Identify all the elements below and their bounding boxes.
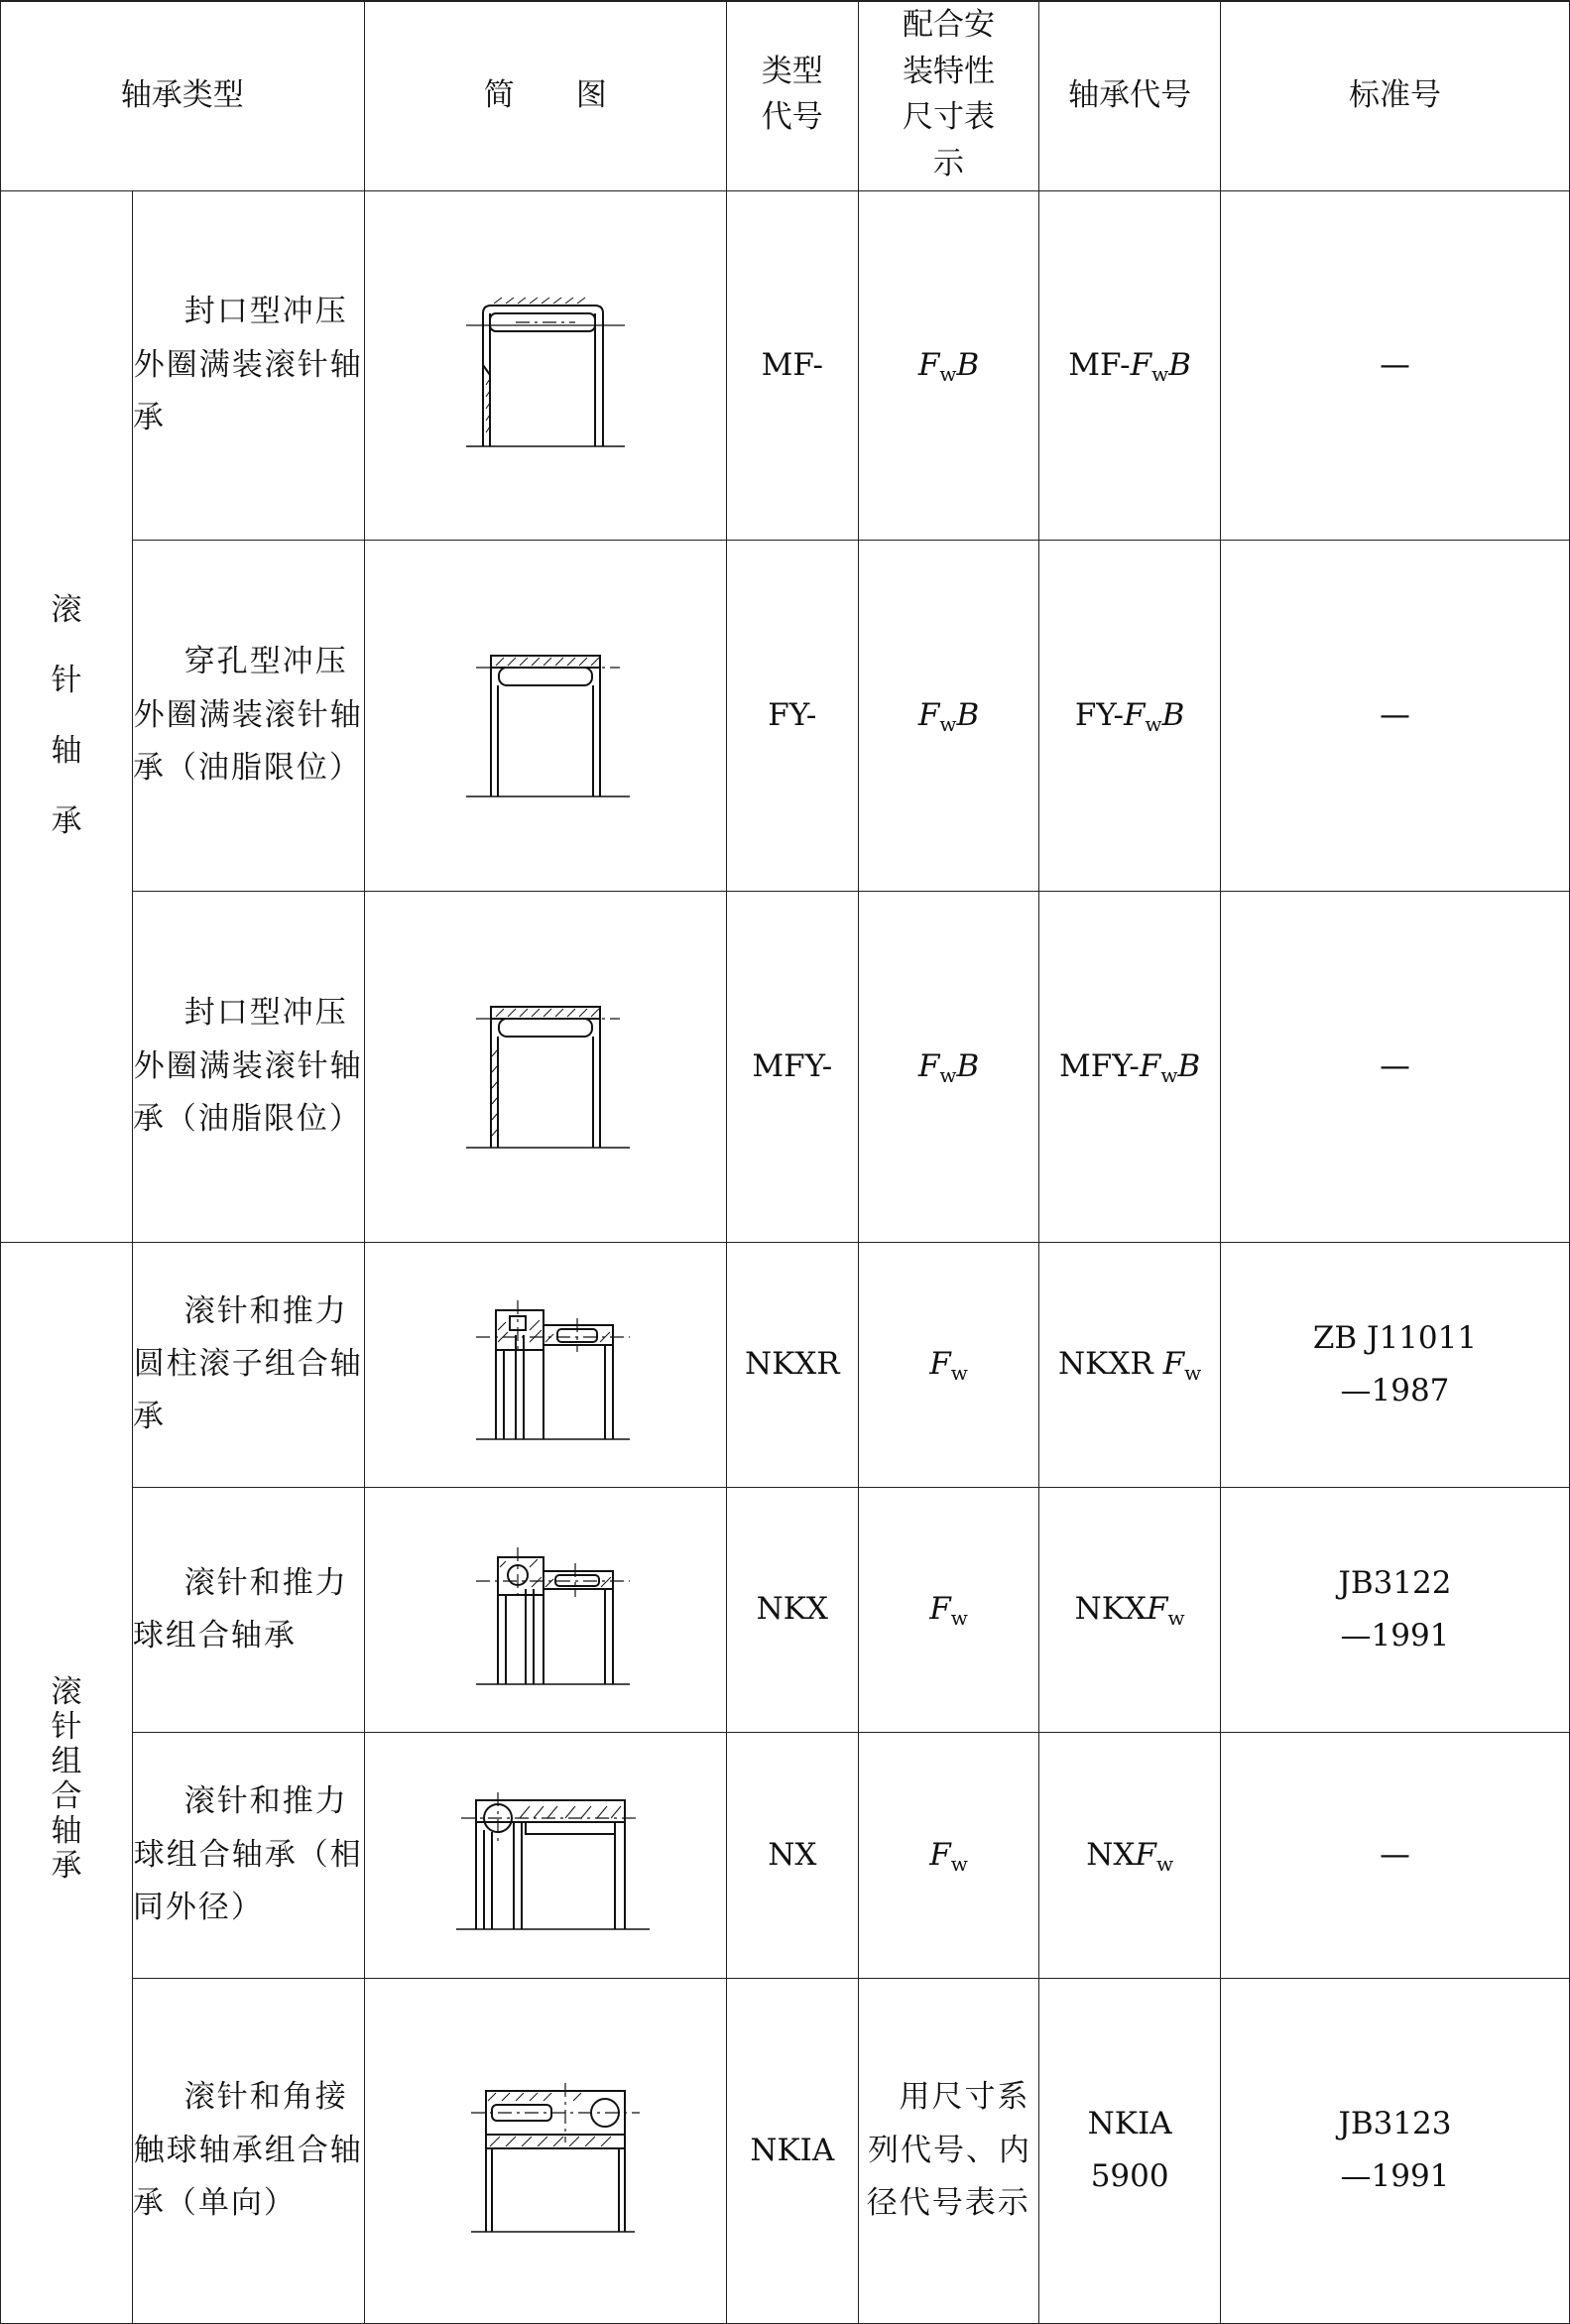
bc-sub: w <box>1151 361 1169 386</box>
group-char: 轴 <box>51 733 82 770</box>
bc-prefix: MF- <box>1068 346 1131 383</box>
bearing-code <box>1039 1978 1221 2323</box>
sketch-mfy <box>446 977 645 1156</box>
bearing-name-text: 滚针和推力圆柱滚子组合轴承 <box>132 1292 363 1435</box>
group-combined-label <box>51 1673 81 1886</box>
table-row <box>1 1732 1570 1978</box>
bc-F: F <box>1123 696 1146 733</box>
group-char: 滚 <box>51 1673 82 1710</box>
standard: — <box>1220 891 1569 1242</box>
sketch-fy <box>446 626 645 804</box>
bc-F: F <box>1162 1346 1185 1383</box>
type-code: NKX <box>726 1487 858 1732</box>
fit-F: F <box>917 1047 940 1084</box>
bc-prefix: NKX <box>1074 1591 1147 1628</box>
bc-line-2: 5900 <box>1090 2158 1169 2195</box>
fit-text: 用尺寸系列代号、内径代号表示 <box>866 2079 1032 2221</box>
sketch-cell <box>364 891 726 1242</box>
sketch-cell <box>364 190 726 540</box>
bc-F: F <box>1130 346 1152 383</box>
fit-dim <box>858 1487 1039 1732</box>
std-line-1: ZB J11011 <box>1312 1319 1478 1356</box>
bc-prefix: MFY- <box>1059 1047 1140 1084</box>
fit-F: F <box>929 1836 951 1873</box>
bearing-name-text: 滚针和推力球组合轴承（相同外径） <box>132 1783 363 1925</box>
type-code: FY- <box>726 540 858 891</box>
sketch-cell <box>364 540 726 891</box>
header-fit-dim <box>858 1 1039 190</box>
bearing-name <box>132 891 364 1242</box>
bearing-name <box>132 1242 364 1487</box>
bc-sub: w <box>1160 1062 1178 1087</box>
fit-dim <box>858 190 1039 540</box>
fit-F: F <box>917 346 940 383</box>
bc-B: B <box>1168 346 1192 383</box>
header-sketch: 简 图 <box>364 1 726 190</box>
fit-F: F <box>929 1591 951 1628</box>
table-row <box>1 1978 1570 2323</box>
bc-F: F <box>1139 1047 1161 1084</box>
bc-F: F <box>1147 1591 1168 1628</box>
bc-sub: w <box>1145 711 1162 736</box>
std-line-1: JB3123 <box>1338 2106 1452 2141</box>
sketch-mf <box>446 276 645 454</box>
type-code: NX <box>726 1732 858 1978</box>
bc-prefix: NX <box>1086 1836 1136 1873</box>
bc-prefix: FY- <box>1074 696 1124 733</box>
bearing-code <box>1039 1732 1221 1978</box>
sketch-cell <box>364 1242 726 1487</box>
fit-B: B <box>956 696 980 733</box>
std-line-2: —1991 <box>1340 2158 1450 2195</box>
group-char: 合 <box>51 1777 82 1814</box>
fit-dim <box>858 1732 1039 1978</box>
sketch-nkx <box>446 1526 645 1694</box>
group-char: 轴 <box>51 1812 82 1849</box>
type-code: MF- <box>726 190 858 540</box>
standard: — <box>1220 190 1569 540</box>
type-code: MFY- <box>726 891 858 1242</box>
group-char: 针 <box>51 1708 82 1745</box>
header-fit-dim-text: 配合安装特性尺寸表示 <box>903 7 996 182</box>
fit-dim <box>858 540 1039 891</box>
bearing-code <box>1039 190 1221 540</box>
group-combined-bearing <box>1 1242 133 2323</box>
standard: — <box>1220 1732 1569 1978</box>
type-code: NKIA <box>726 1978 858 2323</box>
fit-F: F <box>917 696 940 733</box>
fit-B: B <box>956 1047 980 1084</box>
sketch-nkxr <box>446 1281 645 1449</box>
group-char: 承 <box>51 803 82 840</box>
header-bearing-code: 轴承代号 <box>1039 1 1221 190</box>
group-char: 滚 <box>51 592 82 629</box>
bc-sub: w <box>1184 1361 1202 1386</box>
standard <box>1220 1242 1569 1487</box>
fit-sub: w <box>950 1851 968 1876</box>
bearing-name <box>132 540 364 891</box>
bearing-name <box>132 190 364 540</box>
header-type-code-text: 类型代号 <box>761 53 823 135</box>
standard: — <box>1220 540 1569 891</box>
type-code: NKXR <box>726 1242 858 1487</box>
bearing-name <box>132 1978 364 2323</box>
group-needle-label <box>51 555 81 877</box>
sketch-cell <box>364 1487 726 1732</box>
bearing-name <box>132 1487 364 1732</box>
bc-sub: w <box>1167 1606 1185 1631</box>
bc-B: B <box>1177 1047 1201 1084</box>
std-line-2: —1991 <box>1340 1617 1450 1653</box>
bc-sub: w <box>1155 1851 1174 1876</box>
table-row <box>1 1242 1570 1487</box>
fit-dim <box>858 1242 1039 1487</box>
fit-dim <box>858 891 1039 1242</box>
bc-F: F <box>1135 1836 1156 1873</box>
bearing-name-text: 封口型冲压外圈满装滚针轴承（油脂限位） <box>132 995 363 1137</box>
table-row <box>1 540 1570 891</box>
group-char: 组 <box>51 1743 82 1779</box>
std-line-1: JB3122 <box>1338 1564 1452 1601</box>
header-standard: 标准号 <box>1220 1 1569 190</box>
group-char: 针 <box>51 663 82 699</box>
bearing-name <box>132 1732 364 1978</box>
bearing-code <box>1039 891 1221 1242</box>
table-header-row <box>1 1 1570 190</box>
table-row <box>1 891 1570 1242</box>
standard <box>1220 1978 1569 2323</box>
bearing-name-text: 穿孔型冲压外圈满装滚针轴承（油脂限位） <box>132 644 363 786</box>
bearing-name-text: 滚针和推力球组合轴承 <box>132 1564 348 1653</box>
group-char: 承 <box>51 1847 82 1884</box>
header-type-code <box>726 1 858 190</box>
fit-sub: w <box>939 361 957 386</box>
fit-F: F <box>929 1346 951 1383</box>
header-type: 轴承类型 <box>1 1 365 190</box>
group-needle-bearing <box>1 190 133 1242</box>
bearing-code <box>1039 1487 1221 1732</box>
fit-B: B <box>956 346 980 383</box>
bc-B: B <box>1161 696 1185 733</box>
fit-sub: w <box>939 711 957 736</box>
standard <box>1220 1487 1569 1732</box>
fit-dim <box>858 1978 1039 2323</box>
bearing-code <box>1039 540 1221 891</box>
table-row <box>1 190 1570 540</box>
sketch-nkia <box>446 2061 645 2240</box>
bearing-name-text: 封口型冲压外圈满装滚针轴承 <box>132 294 363 435</box>
bearing-name-text: 滚针和角接触球轴承组合轴承（单向） <box>132 2079 363 2221</box>
sketch-cell <box>364 1732 726 1978</box>
sketch-cell <box>364 1978 726 2323</box>
fit-sub: w <box>950 1606 968 1631</box>
bc-line-1: NKIA <box>1087 2106 1172 2141</box>
bc-prefix: NKXR <box>1058 1346 1163 1383</box>
sketch-nx <box>436 1771 655 1939</box>
std-line-2: —1987 <box>1340 1372 1450 1408</box>
bearing-code <box>1039 1242 1221 1487</box>
table-row <box>1 1487 1570 1732</box>
fit-sub: w <box>939 1062 957 1087</box>
fit-sub: w <box>950 1361 968 1386</box>
